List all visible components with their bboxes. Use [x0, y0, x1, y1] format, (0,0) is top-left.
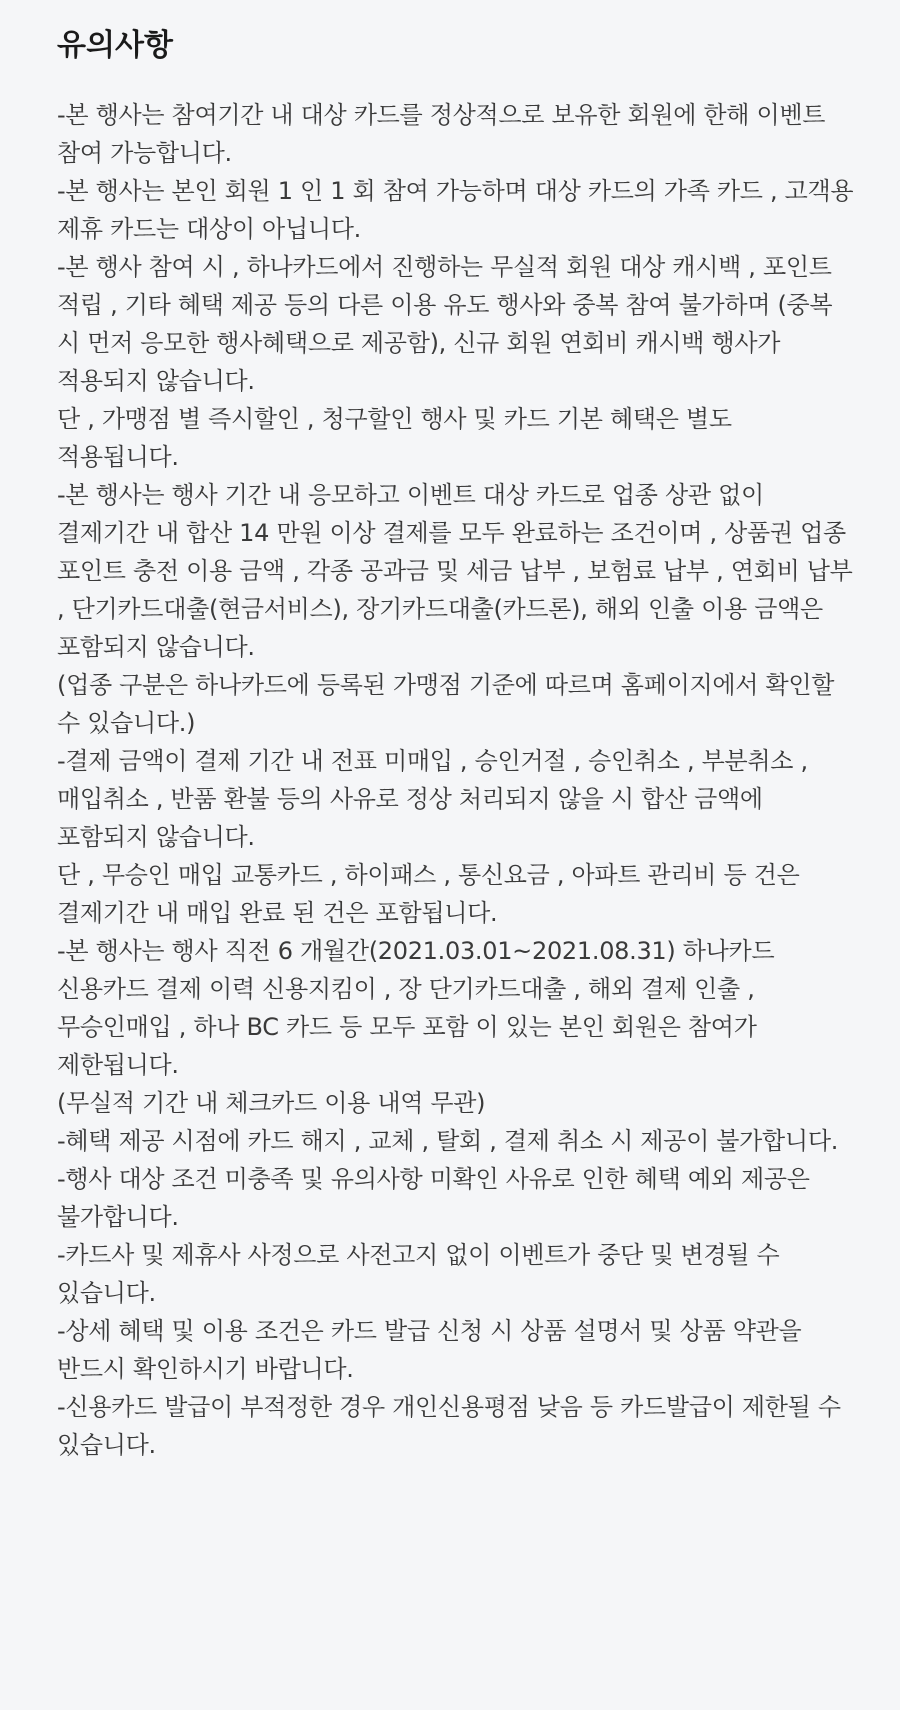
notice-item: -카드사 및 제휴사 사정으로 사전고지 없이 이벤트가 중단 및 변경될 수 있습니다.: [57, 1241, 780, 1307]
notice-item: 단 , 무승인 매입 교통카드 , 하이패스 , 통신요금 , 아파트 관리비 등 건은 결제기간 내 매입 완료 된 건은 포함됩니다.: [57, 861, 800, 927]
notice-item: (업종 구분은 하나카드에 등록된 가맹점 기준에 따르며 홈페이지에서 확인할 수 있습니다.): [57, 671, 835, 737]
notice-item: (무실적 기간 내 체크카드 이용 내역 무관): [57, 1089, 486, 1117]
notice-item: -본 행사는 참여기간 내 대상 카드를 정상적으로 보유한 회원에 한해 이벤트 참여 가능합니다.: [57, 101, 826, 167]
notice-title: 유의사항: [57, 28, 173, 63]
notice-item: -행사 대상 조건 미충족 및 유의사항 미확인 사유로 인한 혜택 예외 제공은 불가합니다.: [57, 1165, 810, 1231]
notice-item: -본 행사 참여 시 , 하나카드에서 진행하는 무실적 회원 대상 캐시백 , 포인트 적립 , 기타 혜택 제공 등의 다른 이용 유도 행사와 중복 참여 불가하며 (중복 시 먼저 응모한 행사혜택으로 제공함), 신규 회원 연회비 캐시백 행사가 적용되지 않습니다.: [57, 253, 833, 395]
notice-item: -상세 혜택 및 이용 조건은 카드 발급 신청 시 상품 설명서 및 상품 약관을 반드시 확인하시기 바랍니다.: [57, 1317, 802, 1383]
notice-item: -본 행사는 행사 기간 내 응모하고 이벤트 대상 카드로 업종 상관 없이 결제기간 내 합산 14 만원 이상 결제를 모두 완료하는 조건이며 , 상품권 업종 포인트 충전 이용 금액 , 각종 공과금 및 세금 납부 , 보험료 납부 , 연회비 납부 , 단기카드대출(현금서비스), 장기카드대출(카드론), 해외 인출 이용 금액은 포함되지 않습니다.: [57, 481, 853, 661]
notice-item: -혜택 제공 시점에 카드 해지 , 교체 , 탈회 , 결제 취소 시 제공이 불가합니다.: [57, 1127, 839, 1155]
notice-item: -본 행사는 행사 직전 6 개월간(2021.03.01~2021.08.31) 하나카드 신용카드 결제 이력 신용지킴이 , 장 단기카드대출 , 해외 결제 인출 , 무승인매입 , 하나 BC 카드 등 모두 포함 이 있는 본인 회원은 참여가 제한됩니다.: [57, 937, 775, 1079]
notice-item: -결제 금액이 결제 기간 내 전표 미매입 , 승인거절 , 승인취소 , 부분취소 , 매입취소 , 반품 환불 등의 사유로 정상 처리되지 않을 시 합산 금액에 포함되지 않습니다.: [57, 747, 808, 851]
notice-list: [57, 96, 858, 1464]
notice-item: 단 , 가맹점 별 즉시할인 , 청구할인 행사 및 카드 기본 혜택은 별도 적용됩니다.: [57, 405, 732, 471]
notice-item: -본 행사는 본인 회원 1 인 1 회 참여 가능하며 대상 카드의 가족 카드 , 고객용 제휴 카드는 대상이 아닙니다.: [57, 177, 854, 243]
notice-item: -신용카드 발급이 부적정한 경우 개인신용평점 낮음 등 카드발급이 제한될 수 있습니다.: [57, 1393, 841, 1459]
